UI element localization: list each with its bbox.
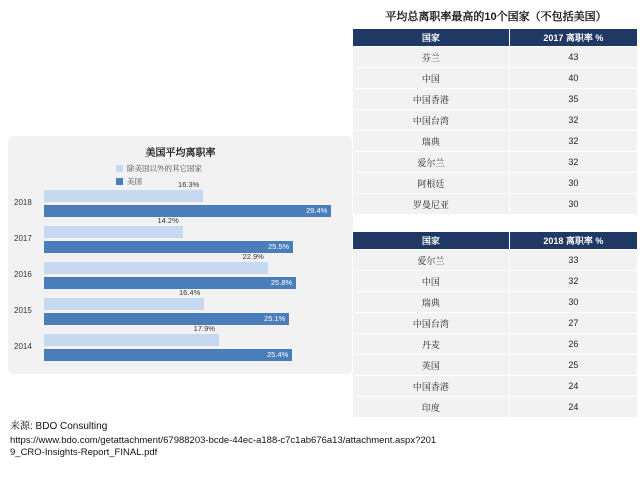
table-cell-rate: 24 <box>509 376 637 397</box>
table-row <box>353 131 638 152</box>
chart-year-group <box>8 324 353 366</box>
chart-year-label: 2014 <box>14 342 32 351</box>
us-turnover-chart-panel <box>8 136 353 374</box>
table-row <box>353 173 638 194</box>
table-header-row <box>353 29 638 47</box>
table-cell-rate: 43 <box>509 47 637 68</box>
source-url: https://www.bdo.com/getattachment/67988203-bcde-44ec-a188-c7c1ab676a13/attachment.aspx?2019_CRO-Insights-Report_FINAL.pdf <box>10 434 437 459</box>
bar-other-countries <box>44 298 204 310</box>
table-cell-country: 阿根廷 <box>353 173 510 194</box>
bar-label-other-countries: 22.9% <box>242 252 264 261</box>
chart-year-group <box>8 288 353 330</box>
table-body-2018 <box>353 250 638 418</box>
table-row <box>353 152 638 173</box>
table-cell-country: 瑞典 <box>353 292 510 313</box>
turnover-table-2017 <box>352 28 638 215</box>
table-cell-country: 印度 <box>353 397 510 418</box>
table-row <box>353 271 638 292</box>
table-cell-country: 芬兰 <box>353 47 510 68</box>
table-header-row <box>353 232 638 250</box>
table-cell-rate: 24 <box>509 397 637 418</box>
table-cell-rate: 30 <box>509 173 637 194</box>
bar-label-other-countries: 16.4% <box>179 288 201 297</box>
table-row <box>353 376 638 397</box>
table-row <box>353 68 638 89</box>
table-cell-rate: 32 <box>509 131 637 152</box>
legend-label-us: 美国 <box>127 177 142 186</box>
table-header-rate: 2018 离职率 % <box>509 232 637 250</box>
bar-label-united-states: 25.1% <box>264 314 286 323</box>
table-header-country: 国家 <box>353 29 510 47</box>
bar-other-countries <box>44 190 203 202</box>
legend-label-other: 除美国以外的其它国家 <box>127 164 202 173</box>
table-cell-rate: 27 <box>509 313 637 334</box>
table-cell-rate: 35 <box>509 89 637 110</box>
table-cell-country: 中国台湾 <box>353 110 510 131</box>
bar-label-united-states: 25.5% <box>267 242 290 251</box>
bar-other-countries <box>44 262 268 274</box>
bar-united-states <box>44 349 292 361</box>
table-cell-country: 罗曼尼亚 <box>353 194 510 215</box>
table-row <box>353 250 638 271</box>
legend-swatch-us <box>116 178 123 185</box>
table-cell-country: 爱尔兰 <box>353 250 510 271</box>
table-row <box>353 47 638 68</box>
table-cell-rate: 32 <box>509 271 637 292</box>
chart-year-label: 2016 <box>14 270 32 279</box>
chart-year-label: 2018 <box>14 198 32 207</box>
table-header-country: 国家 <box>353 232 510 250</box>
bar-united-states <box>44 313 289 325</box>
table-cell-country: 英国 <box>353 355 510 376</box>
table-cell-rate: 32 <box>509 110 637 131</box>
table-cell-rate: 32 <box>509 152 637 173</box>
table-row <box>353 397 638 418</box>
table-cell-country: 中国 <box>353 68 510 89</box>
bar-label-other-countries: 14.2% <box>157 216 179 225</box>
source-label: 来源: BDO Consulting <box>10 421 108 432</box>
chart-title: 美国平均离职率 <box>145 148 216 159</box>
chart-year-group <box>8 216 353 258</box>
chart-year-label: 2017 <box>14 234 32 243</box>
chart-bar-pair <box>44 324 347 366</box>
table-body-2017 <box>353 47 638 215</box>
table-row <box>353 110 638 131</box>
table-row <box>353 313 638 334</box>
turnover-table-2018 <box>352 231 638 418</box>
table-row <box>353 355 638 376</box>
bar-united-states <box>44 205 331 217</box>
legend-swatch-other <box>116 165 123 172</box>
chart-year-label: 2015 <box>14 306 32 315</box>
tables-title: 平均总离职率最高的10个国家（不包括美国） <box>385 11 607 23</box>
bar-label-united-states: 25.8% <box>270 278 293 287</box>
source-note <box>10 420 440 460</box>
legend-item-other <box>116 163 202 174</box>
table-cell-country: 中国台湾 <box>353 313 510 334</box>
bar-label-other-countries: 17.9% <box>193 324 215 333</box>
table-cell-rate: 25 <box>509 355 637 376</box>
table-row <box>353 194 638 215</box>
bar-other-countries <box>44 226 183 238</box>
table-cell-rate: 33 <box>509 250 637 271</box>
table-cell-country: 丹麦 <box>353 334 510 355</box>
table-row <box>353 334 638 355</box>
bar-label-other-countries: 16.3% <box>178 180 200 189</box>
bar-label-united-states: 29.4% <box>306 206 328 215</box>
table-cell-rate: 30 <box>509 292 637 313</box>
table-cell-country: 爱尔兰 <box>353 152 510 173</box>
table-cell-country: 中国香港 <box>353 376 510 397</box>
table-cell-country: 中国香港 <box>353 89 510 110</box>
table-header-rate: 2017 离职率 % <box>509 29 637 47</box>
table-cell-rate: 26 <box>509 334 637 355</box>
bar-other-countries <box>44 334 219 346</box>
table-cell-country: 瑞典 <box>353 131 510 152</box>
table-row <box>353 292 638 313</box>
table-row <box>353 89 638 110</box>
table-cell-rate: 30 <box>509 194 637 215</box>
bar-label-united-states: 25.4% <box>266 350 289 359</box>
table-cell-country: 中国 <box>353 271 510 292</box>
chart-bar-pair <box>44 216 347 258</box>
table-cell-rate: 40 <box>509 68 637 89</box>
